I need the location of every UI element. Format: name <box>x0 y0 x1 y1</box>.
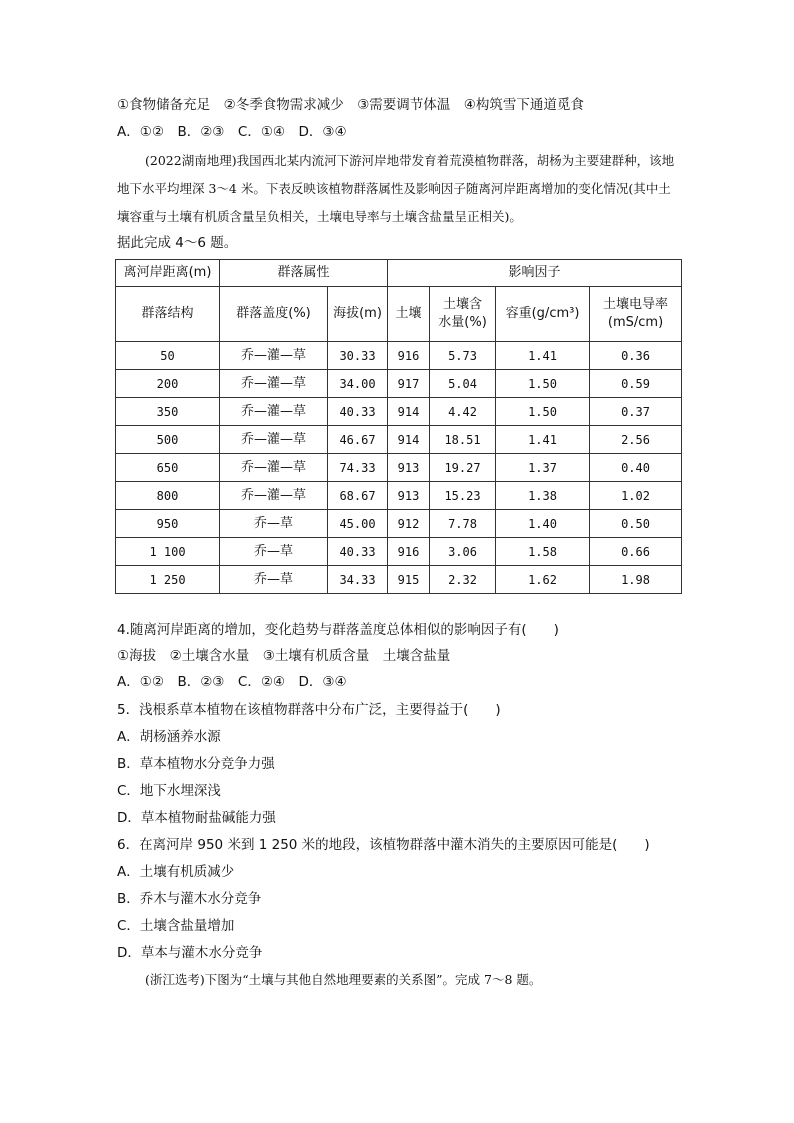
table-cell: 40.33 <box>328 398 388 426</box>
table-cell: 914 <box>388 426 430 454</box>
table-cell: 乔—灌—草 <box>220 454 328 482</box>
q6-option-d: D．草本与灌木水分竞争 <box>117 945 263 961</box>
passage-tail: 据此完成 4～6 题。 <box>117 235 238 251</box>
prev-question-options: A．①② B．②③ C．①④ D．③④ <box>117 124 347 140</box>
table-row <box>116 510 682 538</box>
table-cell: 800 <box>116 482 220 510</box>
header-soil: 土壤 <box>388 287 430 342</box>
table-row <box>116 454 682 482</box>
table-cell: 913 <box>388 482 430 510</box>
q4-stem: 4.随离河岸距离的增加，变化趋势与群落盖度总体相似的影响因子有( ) <box>117 622 559 638</box>
header-coverage: 群落盖度(%) <box>220 287 328 342</box>
table-cell: 19.27 <box>430 454 496 482</box>
table-row <box>116 398 682 426</box>
table-cell: 0.36 <box>590 342 682 370</box>
q6-option-b: B．乔木与灌木水分竞争 <box>117 891 262 907</box>
q6-stem: 6．在离河岸 950 米到 1 250 米的地段，该植物群落中灌木消失的主要原因可能是( ) <box>117 837 650 853</box>
table-cell: 30.33 <box>328 342 388 370</box>
table-cell: 乔—草 <box>220 510 328 538</box>
q5-option-b: B．草本植物水分竞争力强 <box>117 756 275 772</box>
table-cell: 1.62 <box>496 566 590 594</box>
table-cell: 915 <box>388 566 430 594</box>
next-passage: (浙江选考)下图为“土壤与其他自然地理要素的关系图”。完成 7～8 题。 <box>145 972 542 987</box>
table-cell: 917 <box>388 370 430 398</box>
data-table <box>115 259 682 594</box>
table-cell: 乔—草 <box>220 538 328 566</box>
table-cell: 1.50 <box>496 398 590 426</box>
table-cell: 0.50 <box>590 510 682 538</box>
table-cell: 74.33 <box>328 454 388 482</box>
table-cell: 乔—草 <box>220 566 328 594</box>
table-cell: 45.00 <box>328 510 388 538</box>
table-cell: 1.58 <box>496 538 590 566</box>
table-cell: 914 <box>388 398 430 426</box>
table-cell: 乔—灌—草 <box>220 482 328 510</box>
table-cell: 1.37 <box>496 454 590 482</box>
table-cell: 1.98 <box>590 566 682 594</box>
table-cell: 乔—灌—草 <box>220 426 328 454</box>
table-cell: 46.67 <box>328 426 388 454</box>
table-cell: 1 250 <box>116 566 220 594</box>
header-distance: 离河岸距离(m) <box>116 260 220 287</box>
table-cell: 50 <box>116 342 220 370</box>
table-cell: 350 <box>116 398 220 426</box>
q4-items: ①海拔 ②土壤含水量 ③土壤有机质含量 土壤含盐量 <box>117 648 451 664</box>
table-cell: 40.33 <box>328 538 388 566</box>
table-row <box>116 370 682 398</box>
table-cell: 乔—灌—草 <box>220 342 328 370</box>
table-cell: 500 <box>116 426 220 454</box>
table-cell: 乔—灌—草 <box>220 370 328 398</box>
table-cell: 5.73 <box>430 342 496 370</box>
table-cell: 912 <box>388 510 430 538</box>
table-cell: 0.59 <box>590 370 682 398</box>
table-cell: 1.40 <box>496 510 590 538</box>
table-cell: 5.04 <box>430 370 496 398</box>
table-row <box>116 538 682 566</box>
table-cell: 650 <box>116 454 220 482</box>
table-cell: 15.23 <box>430 482 496 510</box>
table-cell: 1.41 <box>496 426 590 454</box>
table-row <box>116 482 682 510</box>
header-altitude: 海拔(m) <box>328 287 388 342</box>
table-cell: 3.06 <box>430 538 496 566</box>
passage-text: (2022湖南地理)我国西北某内流河下游河岸地带发育着荒漠植物群落，胡杨为主要建群种，该地地下水平均埋深 3～4 米。下表反映该植物群落属性及影响因子随离河岸距离增加的变化情况(其中土壤容重与土壤有机质含量呈负相关，土壤电导率与土壤含盐量呈正相关)。 <box>117 153 675 224</box>
table-cell: 34.00 <box>328 370 388 398</box>
q5-option-a: A．胡杨涵养水源 <box>117 729 221 745</box>
table-cell: 1.50 <box>496 370 590 398</box>
header-structure: 群落结构 <box>116 287 220 342</box>
table-row <box>116 566 682 594</box>
table-cell: 2.56 <box>590 426 682 454</box>
table-cell: 0.37 <box>590 398 682 426</box>
q5-option-d: D．草本植物耐盐碱能力强 <box>117 810 276 826</box>
prev-question-items: ①食物储备充足 ②冬季食物需求减少 ③需要调节体温 ④构筑雪下通道觅食 <box>117 97 584 113</box>
table-cell: 950 <box>116 510 220 538</box>
table-cell: 68.67 <box>328 482 388 510</box>
table-cell: 34.33 <box>328 566 388 594</box>
table-cell: 1.41 <box>496 342 590 370</box>
q6-option-a: A．土壤有机质减少 <box>117 864 235 880</box>
header-bulk-density: 容重(g/cm³) <box>496 287 590 342</box>
table-cell: 1 100 <box>116 538 220 566</box>
table-cell: 18.51 <box>430 426 496 454</box>
header-community-attributes: 群落属性 <box>220 260 388 287</box>
table-row <box>116 426 682 454</box>
table-row <box>116 342 682 370</box>
table-cell: 4.42 <box>430 398 496 426</box>
q4-options: A．①② B．②③ C．②④ D．③④ <box>117 674 347 690</box>
table-cell: 乔—灌—草 <box>220 398 328 426</box>
table-cell: 0.66 <box>590 538 682 566</box>
table-cell: 916 <box>388 342 430 370</box>
table-cell: 1.38 <box>496 482 590 510</box>
table-cell: 1.02 <box>590 482 682 510</box>
header-soil-water: 土壤含 水量(%) <box>430 287 496 342</box>
table-cell: 2.32 <box>430 566 496 594</box>
table-cell: 0.40 <box>590 454 682 482</box>
table-cell: 913 <box>388 454 430 482</box>
table-cell: 200 <box>116 370 220 398</box>
header-influence-factors: 影响因子 <box>388 260 682 287</box>
q6-option-c: C．土壤含盐量增加 <box>117 918 235 934</box>
q5-option-c: C．地下水埋深浅 <box>117 783 221 799</box>
table-cell: 7.78 <box>430 510 496 538</box>
table-cell: 916 <box>388 538 430 566</box>
header-conductivity: 土壤电导率 (mS/cm) <box>590 287 682 342</box>
q5-stem: 5．浅根系草本植物在该植物群落中分布广泛，主要得益于( ) <box>117 702 501 718</box>
